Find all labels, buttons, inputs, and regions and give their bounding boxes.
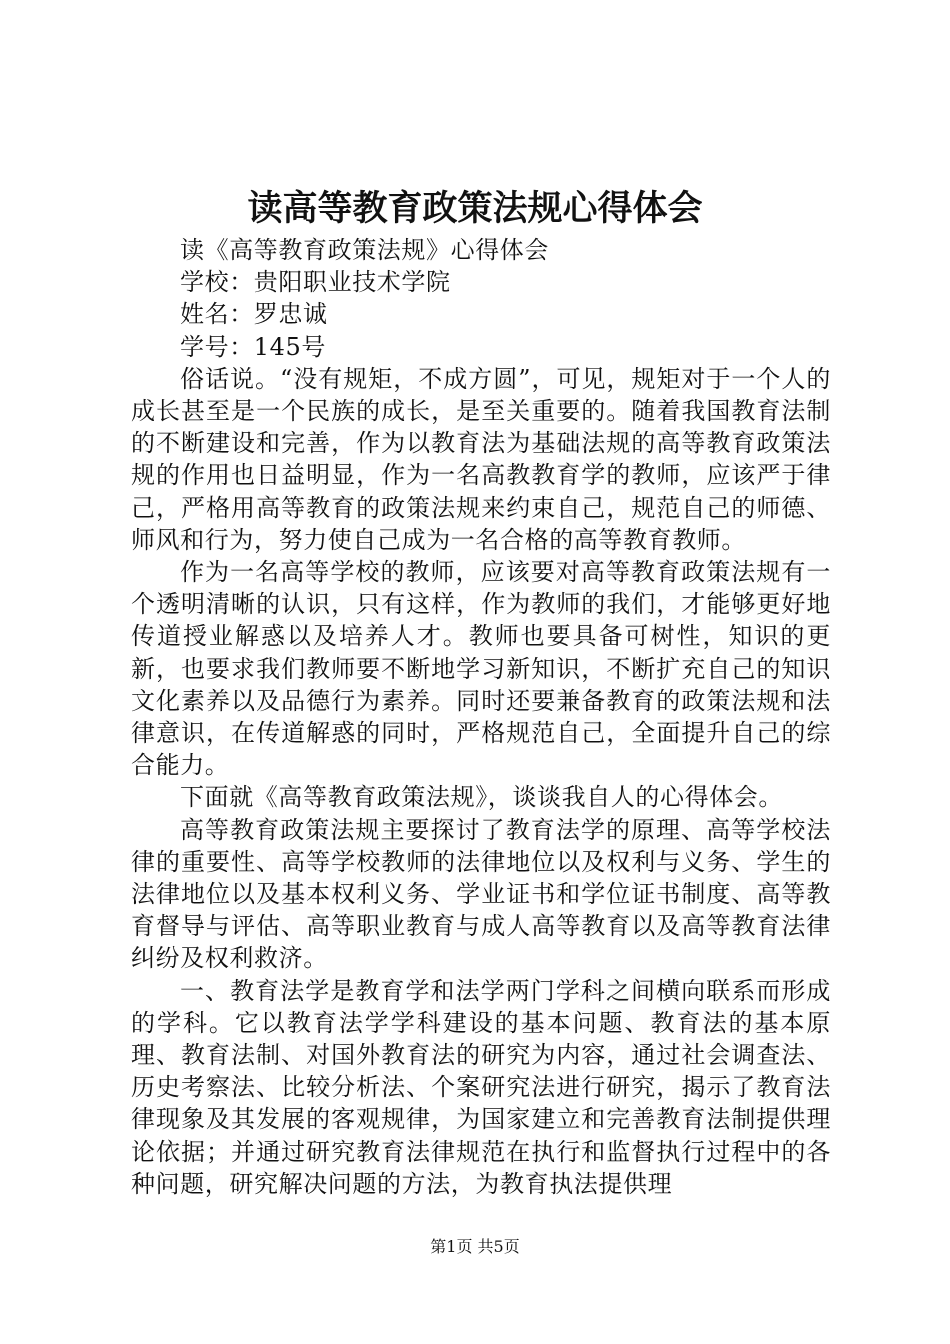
paragraph-student-id: 学号：145号	[180, 332, 327, 361]
paragraph: 作为一名高等学校的教师，应该要对高等教育政策法规有一个透明清晰的认识，只有这样，作为教师的我们，才能够更好地传道授业解惑以及培养人才。教师也要具备可树性，知识的更新，也要求我们教师要不断地学习新知识，不断扩充自己的知识文化素养以及品德行为素养。同时还要兼备教育的政策法规和法律意识，在传道解惑的同时，严格规范自己，全面提升自己的综合能力。	[131, 558, 831, 780]
paragraph-subtitle: 读《高等教育政策法规》心得体会	[180, 236, 549, 264]
page-footer: 第1页 共5页	[430, 1237, 520, 1256]
document-title: 读高等教育政策法规心得体会	[247, 188, 703, 229]
paragraph-name: 姓名：罗忠诚	[180, 300, 328, 329]
paragraph: 俗话说。“没有规矩，不成方圆”，可见，规矩对于一个人的成长甚至是一个民族的成长，是至关重要的。随着我国教育法制的不断建设和完善，作为以教育法为基础法规的高等教育政策法规的作用也日益明显，作为一名高教教育学的教师，应该严于律己，严格用高等教育的政策法规来约束自己，规范自己的师德、师风和行为，努力使自己成为一名合格的高等教育教师。	[131, 364, 831, 554]
paragraph-school: 学校：贵阳职业技术学院	[180, 268, 451, 297]
paragraph: 下面就《高等教育政策法规》，谈谈我自人的心得体会。	[180, 783, 783, 812]
paragraph: 一、教育法学是教育学和法学两门学科之间横向联系而形成的学科。它以教育法学学科建设的基本问题、教育法的基本原理、教育法制、对国外教育法的研究为内容，通过社会调查法、历史考察法、比较分析法、个案研究法进行研究，揭示了教育法律现象及其发展的客观规律，为国家建立和完善教育法制提供理论依据；并通过研究教育法律规范在执行和监督执行过程中的各种问题，研究解决问题的方法，为教育执法提供理	[131, 976, 831, 1198]
document-body	[131, 234, 831, 1200]
paragraph: 高等教育政策法规主要探讨了教育法学的原理、高等学校法律的重要性、高等学校教师的法律地位以及权利与义务、学生的法律地位以及基本权利义务、学业证书和学位证书制度、高等教育督导与评估、高等职业教育与成人高等教育以及高等教育法律纠纷及权利救济。	[131, 815, 831, 973]
